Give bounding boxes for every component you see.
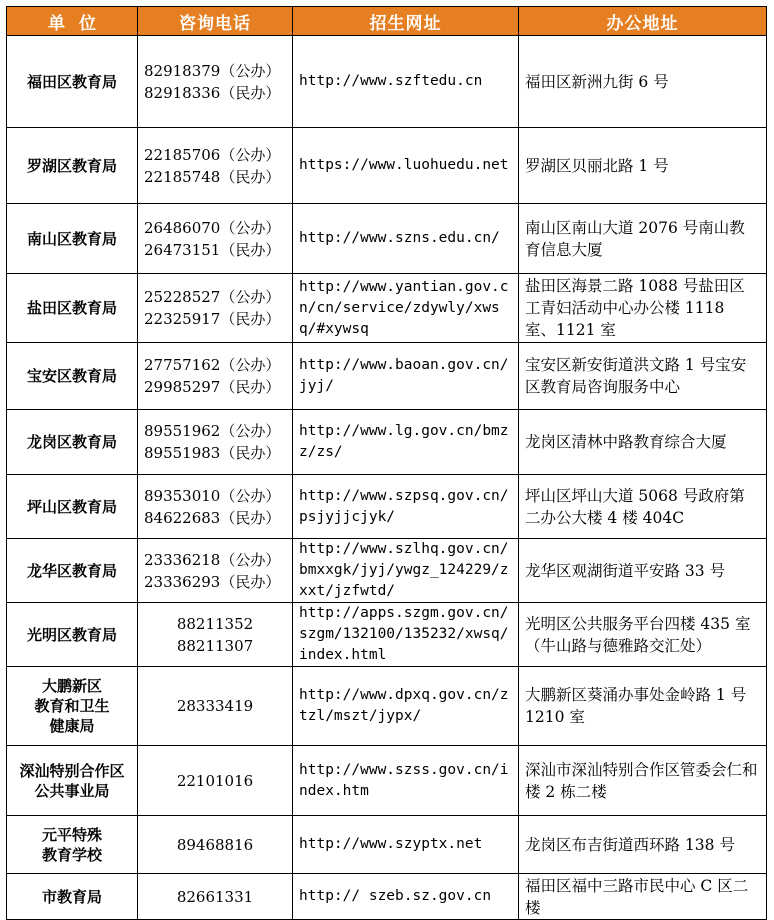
table-row xyxy=(7,410,767,475)
table-row xyxy=(7,874,767,920)
admission-url-link[interactable]: http://www.lg.gov.cn/bmzz/zs/ xyxy=(293,410,519,475)
unit-name-line: 元平特殊 xyxy=(41,825,102,844)
phone-cell xyxy=(138,475,293,539)
phone-number: 22185748（民办） xyxy=(144,167,281,186)
unit-cell xyxy=(7,204,138,274)
phone-number: 26473151（民办） xyxy=(144,240,281,259)
unit-cell xyxy=(7,36,138,128)
office-address: 宝安区新安街道洪文路 1 号宝安区教育局咨询服务中心 xyxy=(519,343,767,410)
phone-number: 22101016 xyxy=(176,771,254,790)
unit-cell xyxy=(7,746,138,816)
unit-name-line: 深汕特别合作区 xyxy=(19,761,125,780)
table-row xyxy=(7,36,767,128)
phone-number: 89468816 xyxy=(176,835,254,854)
office-address: 罗湖区贝丽北路 1 号 xyxy=(519,128,767,204)
admission-url-link[interactable]: http:// szeb.sz.gov.cn xyxy=(293,874,519,920)
phone-number: 22325917（民办） xyxy=(144,310,281,328)
office-address: 龙华区观湖街道平安路 33 号 xyxy=(519,539,767,603)
table-row xyxy=(7,816,767,874)
unit-cell xyxy=(7,539,138,603)
phone-number: 89551962（公办） xyxy=(144,422,281,440)
admission-url-link[interactable]: http://www.dpxq.gov.cn/ztzl/mszt/jypx/ xyxy=(293,667,519,746)
admission-url-link[interactable]: http://www.baoan.gov.cn/jyj/ xyxy=(293,343,519,410)
phone-cell xyxy=(138,410,293,475)
unit-cell xyxy=(7,816,138,874)
phone-cell xyxy=(138,274,293,343)
phone-cell xyxy=(138,874,293,920)
header-phone: 咨询电话 xyxy=(138,7,293,36)
phone-number: 82918336（民办） xyxy=(144,83,281,102)
phone-number: 23336218（公办） xyxy=(144,550,281,569)
unit-name-line: 坪山区教育局 xyxy=(26,497,117,516)
table-row xyxy=(7,475,767,539)
unit-name-line: 龙华区教育局 xyxy=(26,561,117,580)
unit-name-line: 罗湖区教育局 xyxy=(26,156,117,175)
office-address: 南山区南山大道 2076 号南山教育信息大厦 xyxy=(519,204,767,274)
phone-number: 82918379（公办） xyxy=(144,61,281,80)
unit-name-line: 龙岗区教育局 xyxy=(26,433,117,451)
phone-number: 27757162（公办） xyxy=(144,356,281,374)
phone-cell xyxy=(138,667,293,746)
admission-url-link[interactable]: http://apps.szgm.gov.cn/szgm/132100/135232/xwsq/index.html xyxy=(293,603,519,667)
admission-url-link[interactable]: http://www.szss.gov.cn/index.htm xyxy=(293,746,519,816)
phone-cell xyxy=(138,128,293,204)
phone-number: 25228527（公办） xyxy=(144,288,281,306)
phone-cell xyxy=(138,36,293,128)
phone-number: 23336293（民办） xyxy=(144,572,281,591)
unit-name-line: 光明区教育局 xyxy=(26,625,117,644)
phone-number: 84622683（民办） xyxy=(144,508,281,527)
unit-cell xyxy=(7,667,138,746)
phone-cell xyxy=(138,204,293,274)
office-address: 福田区新洲九街 6 号 xyxy=(519,36,767,128)
admissions-contact-table xyxy=(6,6,767,920)
admission-url-link[interactable]: https://www.luohuedu.net xyxy=(293,128,519,204)
office-address: 盐田区海景二路 1088 号盐田区工青妇活动中心办公楼 1118 室、1121 室 xyxy=(519,274,767,343)
office-address: 大鹏新区葵涌办事处金岭路 1 号 1210 室 xyxy=(519,667,767,746)
admission-url-link[interactable]: http://www.szftedu.cn xyxy=(293,36,519,128)
unit-name-line: 市教育局 xyxy=(41,887,102,906)
table-row xyxy=(7,128,767,204)
phone-cell xyxy=(138,343,293,410)
phone-number: 89353010（公办） xyxy=(144,486,281,505)
unit-name-line: 盐田区教育局 xyxy=(26,299,117,317)
admission-url-link[interactable]: http://www.yantian.gov.cn/cn/service/zdywly/xwsq/#xywsq xyxy=(293,274,519,343)
unit-name-line: 教育和卫生 xyxy=(34,697,110,715)
header-row xyxy=(7,7,767,36)
office-address: 龙岗区清林中路教育综合大厦 xyxy=(519,410,767,475)
unit-cell xyxy=(7,343,138,410)
unit-name-line: 健康局 xyxy=(49,717,95,735)
unit-name-line: 公共事业局 xyxy=(34,781,110,800)
phone-cell xyxy=(138,816,293,874)
phone-number: 26486070（公办） xyxy=(144,218,281,237)
table-row xyxy=(7,204,767,274)
office-address: 坪山区坪山大道 5068 号政府第二办公大楼 4 楼 404C xyxy=(519,475,767,539)
office-address: 福田区福中三路市民中心 C 区二楼 xyxy=(519,874,767,920)
header-address: 办公地址 xyxy=(519,7,767,36)
phone-number: 28333419 xyxy=(176,697,254,715)
table-row xyxy=(7,539,767,603)
office-address: 光明区公共服务平台四楼 435 室（牛山路与德雅路交汇处） xyxy=(519,603,767,667)
phone-number: 88211307 xyxy=(176,636,254,655)
unit-cell xyxy=(7,603,138,667)
table-row xyxy=(7,667,767,746)
phone-number: 88211352 xyxy=(176,614,254,633)
phone-number: 22185706（公办） xyxy=(144,145,281,164)
table-row xyxy=(7,746,767,816)
phone-number: 89551983（民办） xyxy=(144,444,281,462)
unit-name-line: 教育学校 xyxy=(41,845,102,864)
phone-cell xyxy=(138,603,293,667)
header-url: 招生网址 xyxy=(293,7,519,36)
admission-url-link[interactable]: http://www.szyptx.net xyxy=(293,816,519,874)
header-unit: 单位 xyxy=(7,7,138,36)
unit-name-line: 福田区教育局 xyxy=(26,72,117,91)
unit-cell xyxy=(7,475,138,539)
table-row xyxy=(7,274,767,343)
admission-url-link[interactable]: http://www.szpsq.gov.cn/psjyjjcjyk/ xyxy=(293,475,519,539)
unit-name-line: 大鹏新区 xyxy=(41,677,102,695)
phone-cell xyxy=(138,539,293,603)
unit-cell xyxy=(7,874,138,920)
unit-name-line: 宝安区教育局 xyxy=(26,367,117,385)
table-row xyxy=(7,343,767,410)
phone-number: 29985297（民办） xyxy=(144,378,281,396)
office-address: 深汕市深汕特别合作区管委会仁和楼 2 栋二楼 xyxy=(519,746,767,816)
admission-url-link[interactable]: http://www.szns.edu.cn/ xyxy=(293,204,519,274)
unit-cell xyxy=(7,128,138,204)
table-row xyxy=(7,603,767,667)
unit-cell xyxy=(7,274,138,343)
office-address: 龙岗区布吉街道西环路 138 号 xyxy=(519,816,767,874)
phone-cell xyxy=(138,746,293,816)
phone-number: 82661331 xyxy=(176,887,254,906)
admission-url-link[interactable]: http://www.szlhq.gov.cn/bmxxgk/jyj/ywgz_124229/zxxt/jzfwtd/ xyxy=(293,539,519,603)
unit-name-line: 南山区教育局 xyxy=(26,229,117,248)
unit-cell xyxy=(7,410,138,475)
